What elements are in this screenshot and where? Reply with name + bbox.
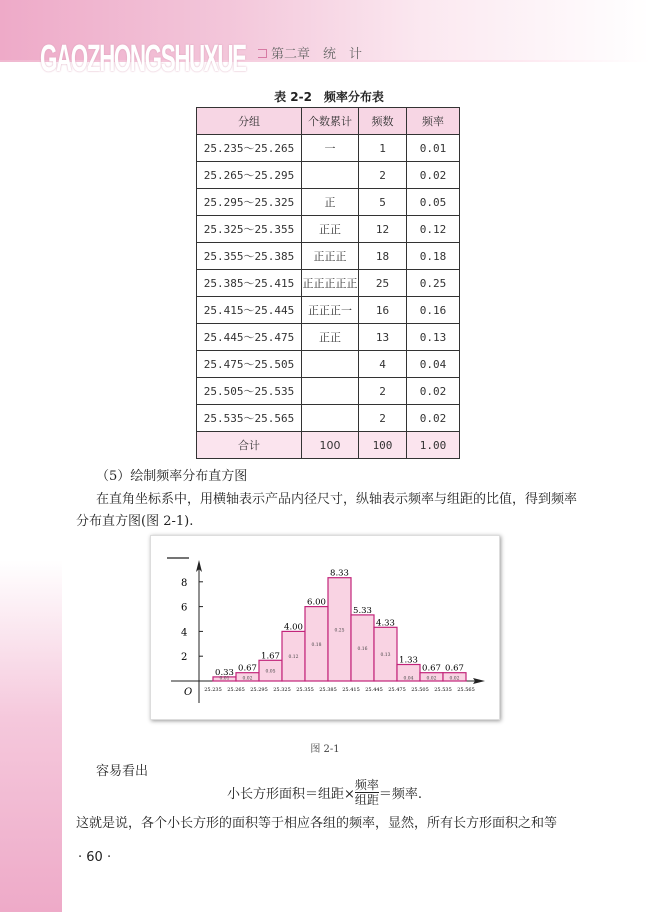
count-cell: 2 bbox=[359, 162, 407, 189]
count-cell: 25 bbox=[359, 270, 407, 297]
table-row bbox=[197, 378, 460, 405]
histogram bbox=[151, 536, 499, 719]
count-cell: 100 bbox=[359, 432, 407, 459]
y-tick-label: 4 bbox=[181, 627, 188, 639]
frequency-cell: 0.12 bbox=[407, 216, 460, 243]
bar-frequency-label: 0.13 bbox=[380, 653, 391, 659]
x-tick-label: 25.295 bbox=[250, 687, 268, 693]
frequency-cell: 0.02 bbox=[407, 405, 460, 432]
step-heading: （5）绘制频率分布直方图 bbox=[96, 469, 248, 484]
y-tick-label: 2 bbox=[181, 652, 188, 664]
table-row bbox=[197, 324, 460, 351]
paragraph: 分布直方图(图 2-1). bbox=[76, 514, 194, 529]
tally-cell: 正 bbox=[302, 189, 359, 216]
origin-label: O bbox=[184, 687, 193, 698]
frequency-cell: 0.02 bbox=[407, 162, 460, 189]
bar-frequency-label: 0.02 bbox=[449, 676, 460, 682]
chapter-label: 第二章 统 计 bbox=[271, 47, 363, 62]
bar-value-label: 6.00 bbox=[307, 597, 326, 608]
frequency-cell: 0.18 bbox=[407, 243, 460, 270]
group-cell: 25.415～25.445 bbox=[197, 297, 302, 324]
bar-frequency-label: 0.25 bbox=[334, 628, 345, 634]
group-cell: 25.535～25.565 bbox=[197, 405, 302, 432]
group-cell: 25.325～25.355 bbox=[197, 216, 302, 243]
bar-frequency-label: 0.02 bbox=[426, 676, 437, 682]
table-row bbox=[197, 189, 460, 216]
bar-value-label: 0.67 bbox=[445, 663, 464, 674]
group-cell: 25.445～25.475 bbox=[197, 324, 302, 351]
x-tick-label: 25.535 bbox=[434, 687, 452, 693]
frequency-cell: 0.05 bbox=[407, 189, 460, 216]
count-cell: 16 bbox=[359, 297, 407, 324]
bar-value-label: 4.00 bbox=[284, 622, 303, 633]
count-cell: 5 bbox=[359, 189, 407, 216]
bracket-icon bbox=[258, 49, 267, 58]
tally-cell: 正正正 bbox=[302, 243, 359, 270]
tally-cell: 一 bbox=[302, 135, 359, 162]
frequency-cell: 0.16 bbox=[407, 297, 460, 324]
x-tick-label: 25.475 bbox=[388, 687, 406, 693]
frequency-cell: 0.13 bbox=[407, 324, 460, 351]
bar-value-label: 1.33 bbox=[399, 655, 418, 666]
group-cell: 25.385～25.415 bbox=[197, 270, 302, 297]
col-header: 个数累计 bbox=[302, 108, 359, 135]
count-cell: 12 bbox=[359, 216, 407, 243]
chapter-title bbox=[258, 43, 362, 62]
table-row bbox=[197, 297, 460, 324]
x-tick-label: 25.445 bbox=[365, 687, 383, 693]
bar-value-label: 0.33 bbox=[215, 667, 234, 678]
count-cell: 2 bbox=[359, 405, 407, 432]
group-cell: 合计 bbox=[197, 432, 302, 459]
count-cell: 2 bbox=[359, 378, 407, 405]
bar-frequency-label: 0.04 bbox=[403, 676, 414, 682]
frequency-cell: 0.01 bbox=[407, 135, 460, 162]
bar-value-label: 0.67 bbox=[238, 663, 257, 674]
table-row bbox=[197, 216, 460, 243]
formula-left: 小长方形面积＝组距× bbox=[227, 787, 355, 802]
tally-cell bbox=[302, 162, 359, 189]
tally-cell bbox=[302, 378, 359, 405]
count-cell: 4 bbox=[359, 351, 407, 378]
paragraph: 容易看出 bbox=[96, 764, 149, 779]
table-row bbox=[197, 135, 460, 162]
side-gradient bbox=[0, 560, 62, 912]
formula-right: ＝频率. bbox=[378, 787, 423, 802]
paragraph: 在直角坐标系中，用横轴表示产品内径尺寸，纵轴表示频率与组距的比值，得到频率 bbox=[96, 492, 578, 507]
bar-value-label: 1.67 bbox=[261, 651, 280, 662]
col-header: 频率 bbox=[407, 108, 460, 135]
table-row bbox=[197, 243, 460, 270]
table-row bbox=[197, 162, 460, 189]
x-tick-label: 25.505 bbox=[411, 687, 429, 693]
count-cell: 1 bbox=[359, 135, 407, 162]
bar-value-label: 4.33 bbox=[376, 618, 395, 629]
bar-frequency-label: 0.16 bbox=[357, 646, 368, 652]
tally-cell: 正正正一 bbox=[302, 297, 359, 324]
table-row bbox=[197, 405, 460, 432]
bar-value-label: 0.67 bbox=[422, 663, 441, 674]
group-cell: 25.505～25.535 bbox=[197, 378, 302, 405]
tally-cell: 正正 bbox=[302, 216, 359, 243]
frequency-cell: 0.25 bbox=[407, 270, 460, 297]
x-tick-label: 25.325 bbox=[273, 687, 291, 693]
figure-caption: 图 2-1 bbox=[310, 744, 340, 755]
bar-value-label: 8.33 bbox=[330, 568, 349, 579]
tally-cell: 正正 bbox=[302, 324, 359, 351]
tally-cell: 100 bbox=[302, 432, 359, 459]
count-cell: 18 bbox=[359, 243, 407, 270]
bar-frequency-label: 0.02 bbox=[242, 676, 253, 682]
tally-cell: 正正正正正 bbox=[302, 270, 359, 297]
figure-frame bbox=[150, 535, 500, 720]
tally-cell bbox=[302, 405, 359, 432]
x-tick-label: 25.385 bbox=[319, 687, 337, 693]
bar-frequency-label: 0.18 bbox=[311, 642, 322, 648]
fraction bbox=[355, 778, 379, 807]
bar-frequency-label: 0.05 bbox=[265, 669, 276, 675]
y-tick-label: 8 bbox=[181, 577, 188, 589]
table-row bbox=[197, 270, 460, 297]
y-tick-label: 6 bbox=[181, 602, 188, 614]
col-header: 分组 bbox=[197, 108, 302, 135]
frequency-table bbox=[196, 107, 460, 459]
page-number: · 60 · bbox=[78, 850, 112, 865]
tally-cell bbox=[302, 351, 359, 378]
x-tick-label: 25.415 bbox=[342, 687, 360, 693]
group-cell: 25.475～25.505 bbox=[197, 351, 302, 378]
paragraph: 这就是说，各个小长方形的面积等于相应各组的频率，显然，所有长方形面积之和等 bbox=[76, 816, 558, 831]
bar-value-label: 5.33 bbox=[353, 605, 372, 616]
frequency-cell: 0.04 bbox=[407, 351, 460, 378]
table-row bbox=[197, 351, 460, 378]
formula bbox=[227, 778, 422, 807]
numerator: 频率 bbox=[354, 778, 379, 792]
x-tick-label: 25.565 bbox=[457, 687, 475, 693]
group-cell: 25.295～25.325 bbox=[197, 189, 302, 216]
group-cell: 25.235～25.265 bbox=[197, 135, 302, 162]
frequency-cell: 0.02 bbox=[407, 378, 460, 405]
bar-frequency-label: 0.12 bbox=[288, 655, 299, 661]
col-header: 频数 bbox=[359, 108, 407, 135]
count-cell: 13 bbox=[359, 324, 407, 351]
total-row bbox=[197, 432, 460, 459]
x-tick-label: 25.355 bbox=[296, 687, 314, 693]
group-cell: 25.265～25.295 bbox=[197, 162, 302, 189]
denominator: 组距 bbox=[354, 793, 379, 807]
x-tick-label: 25.265 bbox=[227, 687, 245, 693]
x-tick-label: 25.235 bbox=[204, 687, 222, 693]
series-logo: GAOZHONGSHUXUE bbox=[40, 36, 246, 80]
bar-frequency-label: 0.01 bbox=[219, 676, 230, 682]
frequency-cell: 1.00 bbox=[407, 432, 460, 459]
table-caption: 表 2-2 频率分布表 bbox=[274, 90, 384, 104]
group-cell: 25.355～25.385 bbox=[197, 243, 302, 270]
